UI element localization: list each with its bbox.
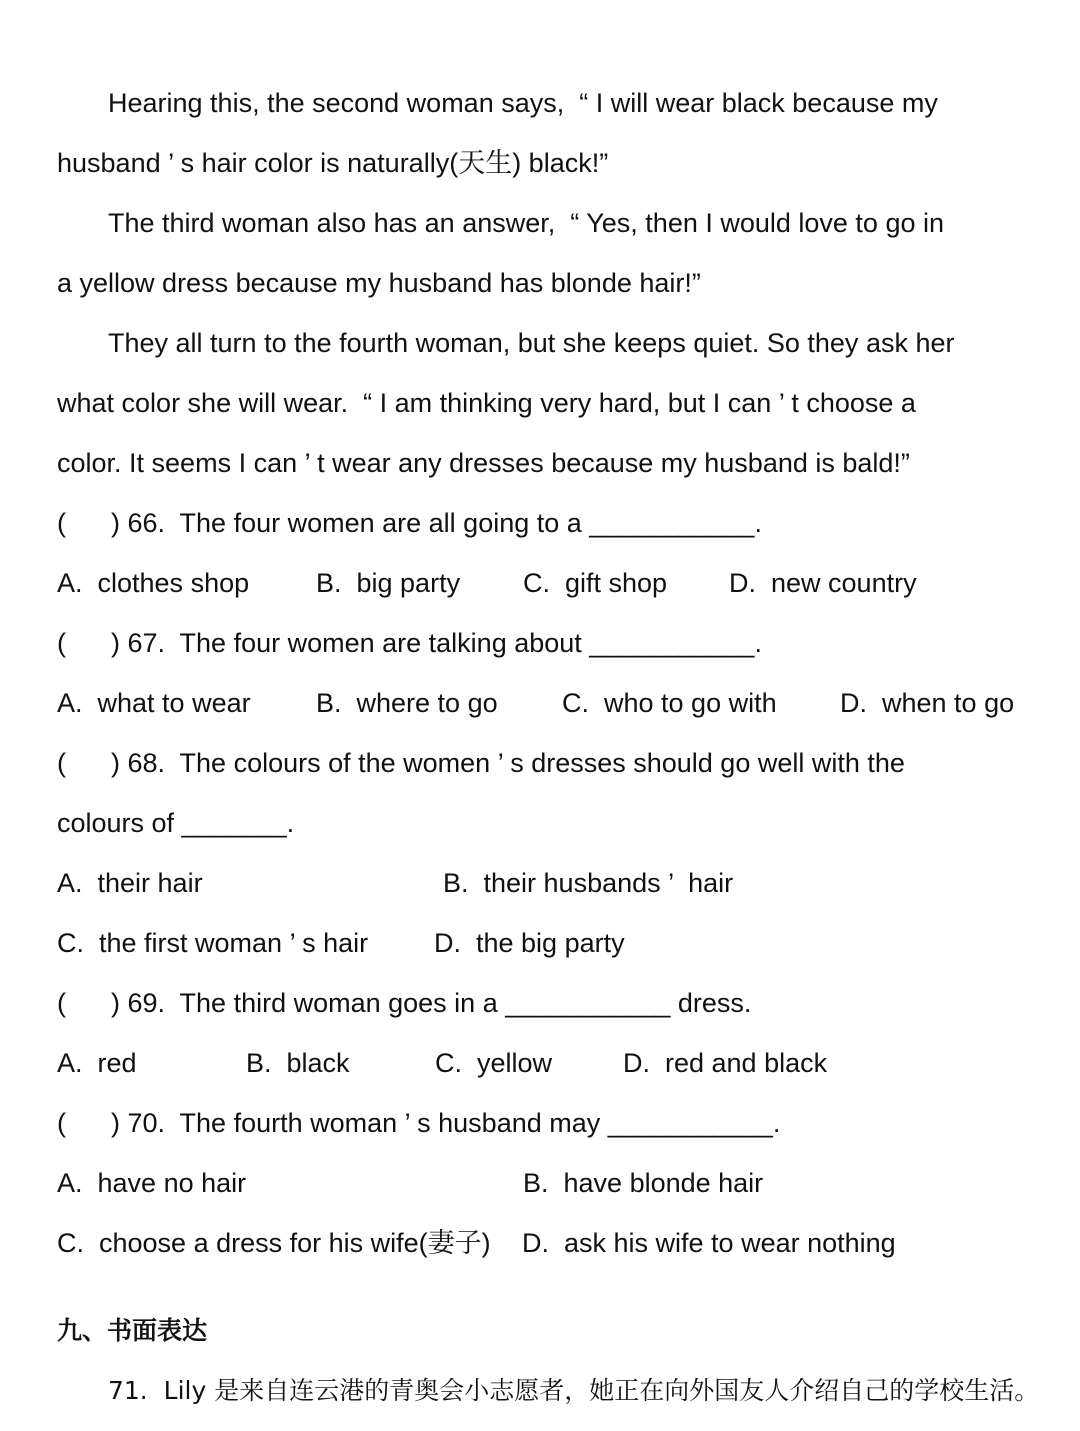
- question-70-stem: ( ) 70. The fourth woman ’ s husband may ___________.: [57, 1108, 781, 1138]
- question-68-option-d: D. the big party: [434, 928, 625, 958]
- question-69-option-a: A. red: [57, 1048, 137, 1078]
- question-66-option-a: A. clothes shop: [57, 568, 250, 598]
- question-68-stem-line2: colours of _______.: [57, 808, 295, 838]
- question-70-option-a: A. have no hair: [57, 1168, 247, 1198]
- question-68-stem-line1: ( ) 68. The colours of the women ’ s dresses should go well with the: [57, 748, 905, 778]
- passage-p3-line2: what color she will wear. “ I am thinking very hard, but I can ’ t choose a: [57, 388, 916, 418]
- section-9-heading: 九、书面表达: [57, 1316, 208, 1345]
- question-66-stem: ( ) 66. The four women are all going to a ___________.: [57, 508, 762, 538]
- passage-p2-line1: The third woman also has an answer, “ Yes, then I would love to go in: [108, 208, 944, 238]
- question-69-option-b: B. black: [246, 1048, 350, 1078]
- question-70-option-d: D. ask his wife to wear nothing: [522, 1228, 896, 1258]
- question-69-stem: ( ) 69. The third woman goes in a ___________ dress.: [57, 988, 752, 1018]
- question-68-option-a: A. their hair: [57, 868, 203, 898]
- passage-p2-line2: a yellow dress because my husband has blonde hair!”: [57, 268, 701, 298]
- passage-p3-line1: They all turn to the fourth woman, but she keeps quiet. So they ask her: [108, 328, 955, 358]
- passage-p1-line1: Hearing this, the second woman says, “ I will wear black because my: [108, 88, 938, 118]
- question-66-option-d: D. new country: [729, 568, 917, 598]
- question-69-option-d: D. red and black: [623, 1048, 828, 1078]
- question-70-option-c: C. choose a dress for his wife(妻子): [57, 1228, 491, 1258]
- question-67-stem: ( ) 67. The four women are talking about ___________.: [57, 628, 762, 658]
- question-66-option-b: B. big party: [316, 568, 461, 598]
- question-68-option-c: C. the first woman ’ s hair: [57, 928, 369, 958]
- question-67-option-d: D. when to go: [840, 688, 1015, 718]
- question-67-option-c: C. who to go with: [562, 688, 777, 718]
- question-71-prompt: 71. Lily 是来自连云港的青奥会小志愿者，她正在向外国友人介绍自己的学校生活。: [108, 1376, 1040, 1405]
- question-68-option-b: B. their husbands ’ hair: [443, 868, 734, 898]
- question-67-option-b: B. where to go: [316, 688, 498, 718]
- question-70-option-b: B. have blonde hair: [523, 1168, 764, 1198]
- question-69-option-c: C. yellow: [435, 1048, 553, 1078]
- question-67-option-a: A. what to wear: [57, 688, 251, 718]
- question-66-option-c: C. gift shop: [523, 568, 668, 598]
- passage-p3-line3: color. It seems I can ’ t wear any dresses because my husband is bald!”: [57, 448, 910, 478]
- passage-p1-line2: husband ’ s hair color is naturally(天生) black!”: [57, 148, 609, 178]
